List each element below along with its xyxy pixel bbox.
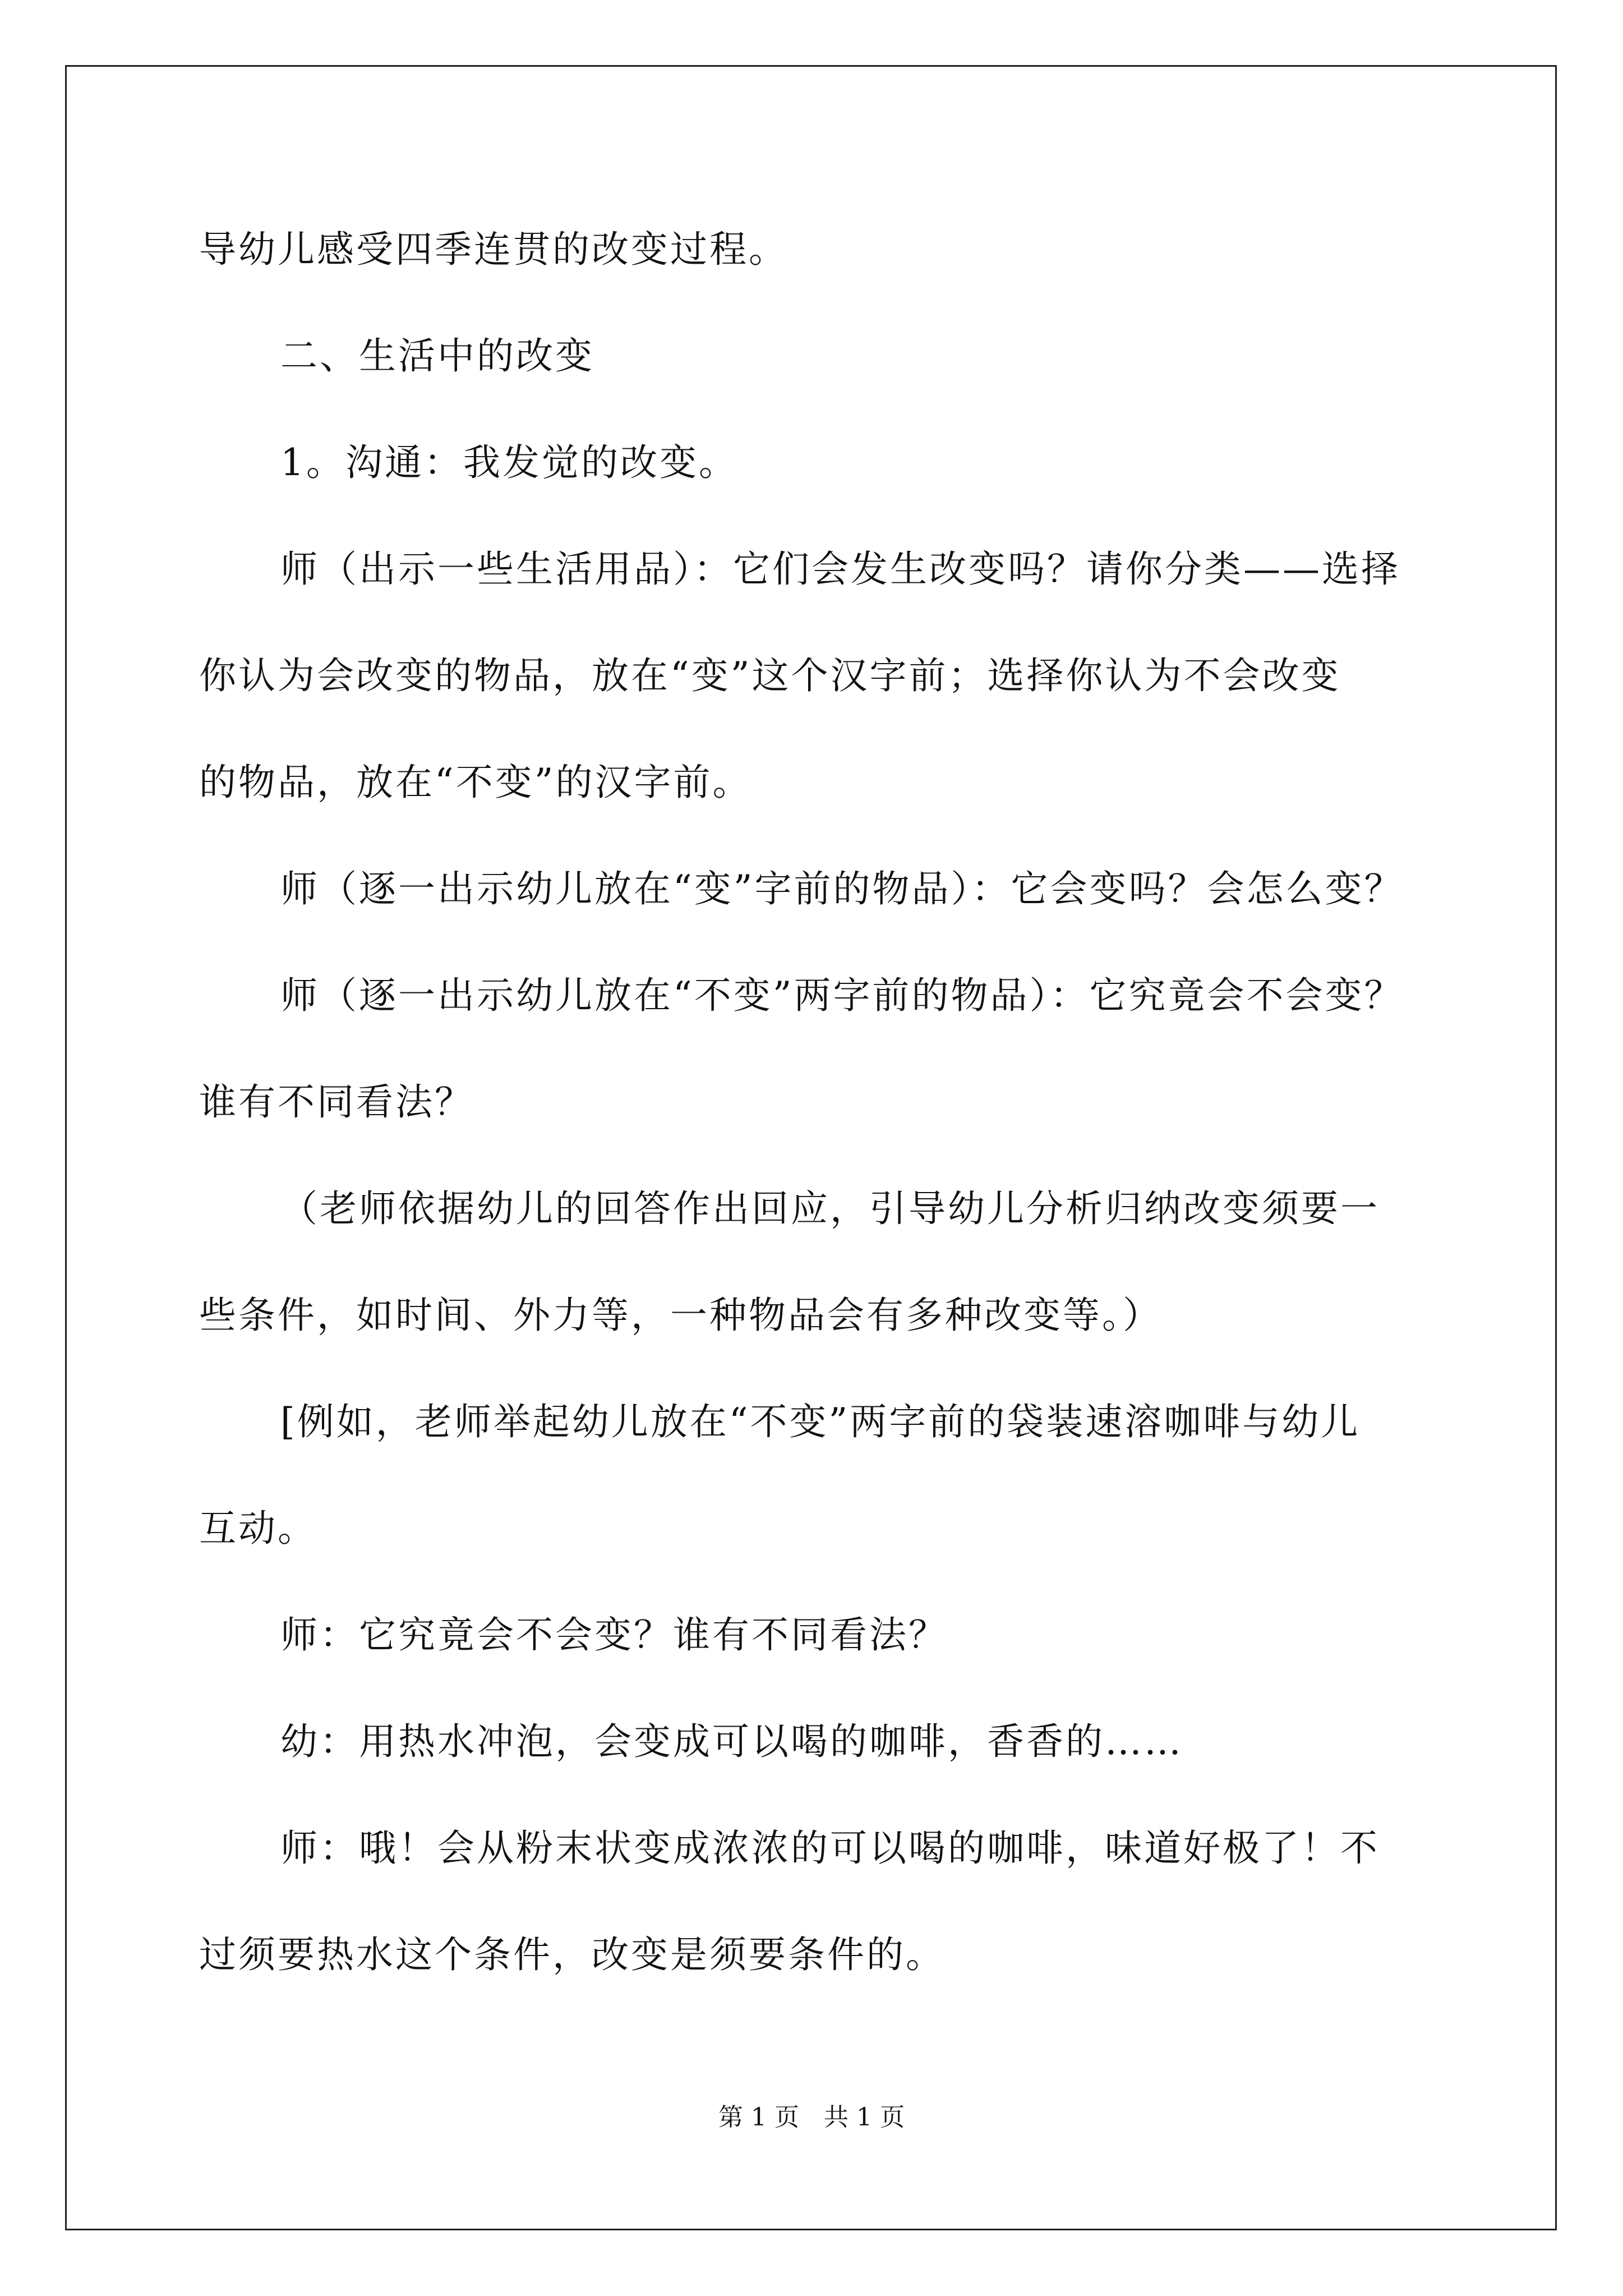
- paragraph-line: 师（出示一些生活用品）：它们会发生改变吗？请你分类——选择: [280, 547, 1400, 591]
- paragraph-line: 谁有不同看法？: [199, 1080, 474, 1124]
- paragraph-line: 导幼儿感受四季连贯的改变过程。: [199, 228, 788, 271]
- paragraph-line: 1。沟通：我发觉的改变。: [280, 441, 738, 484]
- paragraph-line: 师：它究竟会不会变？谁有不同看法？: [280, 1613, 948, 1657]
- paragraph-line: 的物品，放在“不变”的汉字前。: [199, 761, 752, 804]
- paragraph-line: 师（逐一出示幼儿放在“变”字前的物品）：它会变吗？会怎么变？: [280, 867, 1404, 910]
- page-border: [65, 65, 1557, 2230]
- paragraph-line: 师（逐一出示幼儿放在“不变”两字前的物品）：它究竟会不会变？: [280, 974, 1404, 1017]
- paragraph-line: 你认为会改变的物品，放在“变”这个汉字前；选择你认为不会改变: [199, 654, 1341, 697]
- paragraph-line: 互动。: [199, 1507, 317, 1550]
- section-heading: 二、生活中的改变: [280, 334, 594, 378]
- paragraph-line: 师：哦！会从粉末状变成浓浓的可以喝的咖啡，味道好极了！不: [280, 1826, 1380, 1870]
- paragraph-line: 些条件，如时间、外力等，一种物品会有多种改变等。）: [199, 1294, 1162, 1337]
- page-footer: 第 1 页 共 1 页: [718, 2103, 905, 2132]
- paragraph-line: 过须要热水这个条件，改变是须要条件的。: [199, 1933, 945, 1976]
- paragraph-line: （老师依据幼儿的回答作出回应，引导幼儿分析归纳改变须要一: [280, 1187, 1380, 1230]
- paragraph-line: 幼：用热水冲泡，会变成可以喝的咖啡，香香的……: [280, 1720, 1183, 1763]
- paragraph-line: [例如，老师举起幼儿放在“不变”两字前的袋装速溶咖啡与幼儿: [280, 1400, 1361, 1443]
